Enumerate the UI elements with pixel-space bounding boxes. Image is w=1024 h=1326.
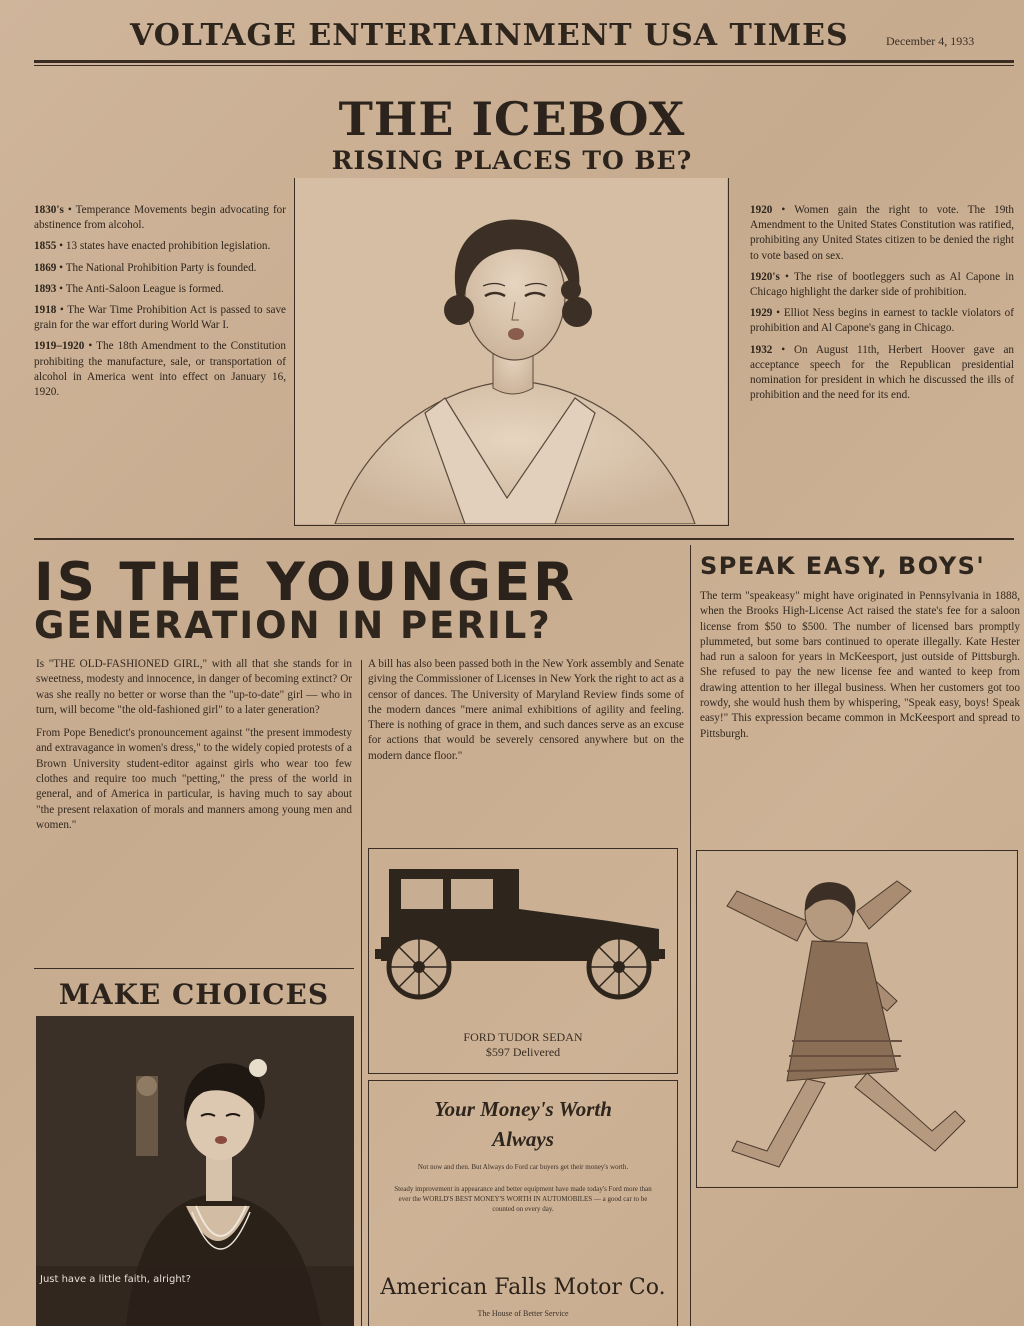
timeline-item: 1830's • Temperance Movements begin advocating for abstinence from alcohol. bbox=[34, 204, 286, 232]
timeline-item: 1855 • 13 states have enacted prohibition legislation. bbox=[34, 240, 271, 253]
speakeasy-text: The term "speakeasy" might have originated in Pennsylvania in 1888, when the Brooks High-License Act raised the state's fee for a saloon license from $50 to $500. The number of licensed bars promptly plummeted, but some bars continued to operate illegally. Kate Hester had run a saloon for years in McKeesport, just outside of Pittsburgh. She refused to pay the new license fee and wanted to keep from drawing attention to her illegal business. When her customers got too rowdy, she would hush them by whispering, "Speak easy, boys! Speak easy!" This expression became common in McKeesport and spread to Pittsburgh. bbox=[700, 590, 1020, 740]
make-choices-title: MAKE CHOICES bbox=[58, 978, 330, 1011]
section-rule bbox=[34, 538, 1014, 540]
column-rule bbox=[690, 545, 691, 1326]
timeline-item: 1929 • Elliot Ness begins in earnest to tackle violators of prohibition and Al Capone's gang in Chicago. bbox=[750, 307, 1014, 335]
article-paragraph: A bill has also been passed both in the New York assembly and Senate giving the Commissioner of Licenses in New York the right to act as a censor of dances. The University of Maryland Review finds some of the modern dances "mere animal exhibitions of agility and feeling. There is nothing of grace in them, and such dances serve as an excuse for actions that would be severely censored anywhere but on the modern dance floor." bbox=[368, 658, 684, 762]
timeline-item: 1920's • The rise of bootleggers such as Al Capone in Chicago highlight the darker side of prohibition. bbox=[750, 270, 1014, 299]
car-caption bbox=[368, 1030, 678, 1060]
timeline-item: 1920 • Women gain the right to vote. The 19th Amendment to the United States Constitution was ratified, prohibiting any United States citizen to be denied the right to vote based on sex. bbox=[750, 204, 1014, 262]
money-ad-title-line2: Always bbox=[492, 1127, 554, 1151]
masthead-rule bbox=[34, 60, 1014, 63]
timeline-item: 1893 • The Anti-Saloon League is formed. bbox=[34, 282, 224, 295]
speakeasy-headline: SPEAK EASY, BOYS' bbox=[700, 552, 986, 580]
masthead-date: December 4, 1933 bbox=[886, 34, 975, 48]
headline-subtitle: RISING PLACES TO BE? bbox=[331, 146, 693, 175]
article-column bbox=[36, 657, 352, 833]
car-illustration bbox=[369, 849, 676, 1025]
article-paragraph: Is "THE OLD-FASHIONED GIRL," with all that she stands for in sweetness, modesty and innocence, in danger of becoming extinct? Or was she really no better or worse than the "up-to-date" girl — who in turn, will become "the old-fashioned girl" to a later generation? bbox=[36, 658, 352, 716]
money-ad-title-line1: Your Money's Worth bbox=[434, 1097, 612, 1121]
portrait-frame-bottom bbox=[294, 525, 729, 526]
portrait-frame-right bbox=[728, 178, 729, 526]
masthead-title: VOLTAGE ENTERTAINMENT USA TIMES bbox=[130, 18, 849, 53]
timeline-item: 1919–1920 • The 18th Amendment to the Constitution prohibiting the manufacture, sale, or transportation of alcohol in America went into effect on January 16, 1920. bbox=[34, 340, 286, 399]
timeline-left bbox=[34, 203, 286, 406]
timeline-right bbox=[750, 203, 1014, 409]
article-headline: IS THE YOUNGER bbox=[34, 552, 577, 613]
headline-title: THE ICEBOX bbox=[338, 92, 686, 146]
money-ad-text: Not now and then. But Always do Ford car buyers get their money's worth. bbox=[417, 1163, 629, 1171]
photo-subtitle: Just have a little faith, alright? bbox=[40, 1274, 191, 1285]
car-price: $597 Delivered bbox=[485, 1045, 561, 1059]
timeline-item: 1869 • The National Prohibition Party is founded. bbox=[34, 261, 257, 274]
article-headline-line2: GENERATION IN PERIL? bbox=[34, 604, 552, 647]
dancer-illustration bbox=[696, 850, 1018, 1188]
money-ad-brand-sub: The House of Better Service bbox=[477, 1309, 569, 1318]
money-ad-title bbox=[368, 1094, 678, 1154]
article-column bbox=[368, 657, 684, 764]
money-ad-text: Steady improvement in appearance and better equipment have made today's Ford more than ever the WORLD'S BEST MONEY'S WORTH IN AUTOMOBILES — a good car to be counted on every day. bbox=[394, 1185, 652, 1213]
section-rule bbox=[34, 968, 354, 969]
column-rule bbox=[361, 660, 362, 1326]
portrait-illustration bbox=[295, 178, 727, 524]
car-model: FORD TUDOR SEDAN bbox=[463, 1030, 583, 1044]
timeline-item: 1932 • On August 11th, Herbert Hoover gave an acceptance speech for the Republican presidential nomination for president in which he discussed the ills of prohibition and the need for its end. bbox=[750, 343, 1015, 402]
timeline-item: 1918 • The War Time Prohibition Act is passed to save grain for the war effort during World War I. bbox=[34, 304, 287, 332]
article-paragraph: From Pope Benedict's pronouncement against "the present immodesty and extravagance in women's dress," to the widely copied protests of a Brown University student-editor against girls who wear too few clothes and require too much "petting," the press of the world in general, and of America in particular, is having much to say about "the present relaxation of morals and manners among young men and women." bbox=[36, 727, 353, 831]
money-ad-copy bbox=[392, 1162, 654, 1214]
money-ad-brand: American Falls Motor Co. bbox=[380, 1275, 666, 1300]
masthead-rule-thin bbox=[34, 65, 1014, 66]
